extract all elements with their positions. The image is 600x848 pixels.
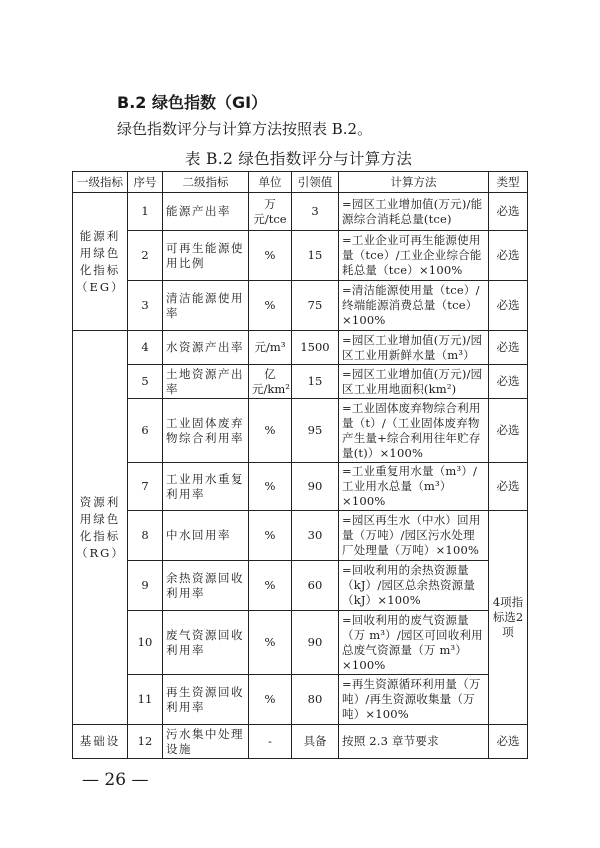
row-target: 80 (292, 675, 339, 725)
row-target: 30 (292, 511, 339, 561)
row-method: =回收利用的余热资源量（kJ）/园区总余热资源量（kJ）×100% (339, 561, 489, 611)
row-method: =再生资源循环利用量（万吨）/再生资源收集量（万吨）×100% (339, 675, 489, 725)
row-type: 必选 (489, 193, 528, 231)
header-target: 引领值 (292, 172, 339, 193)
header-level2: 二级指标 (163, 172, 249, 193)
row-seq: 4 (128, 331, 163, 365)
row-method: =园区工业增加值(万元)/园区工业用新鲜水量（m³） (339, 331, 489, 365)
header-unit: 单位 (249, 172, 292, 193)
page-number: — 26 — (82, 770, 149, 790)
row-target: 1500 (292, 331, 339, 365)
table-caption: 表 B.2 绿色指数评分与计算方法 (185, 150, 413, 168)
table-row (73, 281, 528, 331)
row-target: 具备 (292, 725, 339, 759)
header-type: 类型 (489, 172, 528, 193)
row-method: =园区工业增加值(万元)/能源综合消耗总量(tce) (339, 193, 489, 231)
row-name: 土地资源产出率 (163, 365, 249, 399)
header-level1: 一级指标 (73, 172, 128, 193)
row-name: 水资源产出率 (163, 331, 249, 365)
green-index-table (72, 171, 528, 759)
shared-type-cell: 4项指标选2项 (489, 511, 528, 725)
row-method: =园区工业增加值(万元)/园区工业用地面积(km²) (339, 365, 489, 399)
row-target: 95 (292, 399, 339, 463)
row-seq: 1 (128, 193, 163, 231)
row-name: 能源产出率 (163, 193, 249, 231)
row-type: 必选 (489, 399, 528, 463)
row-type: 必选 (489, 725, 528, 759)
row-name: 污水集中处理设施 (163, 725, 249, 759)
table-row (73, 511, 528, 561)
row-type: 必选 (489, 365, 528, 399)
table-row (73, 193, 528, 231)
row-unit: 元/m³ (249, 331, 292, 365)
row-unit: 亿元/km² (249, 365, 292, 399)
row-unit: % (249, 675, 292, 725)
row-seq: 8 (128, 511, 163, 561)
row-unit: % (249, 399, 292, 463)
header-method: 计算方法 (339, 172, 489, 193)
row-target: 90 (292, 611, 339, 675)
row-seq: 2 (128, 231, 163, 281)
row-target: 90 (292, 463, 339, 511)
group-name-rg: 资源利用绿色化指标（RG） (73, 331, 128, 725)
row-method: =园区再生水（中水）回用量（万吨）/园区污水处理厂处理量（万吨）×100% (339, 511, 489, 561)
row-type: 必选 (489, 331, 528, 365)
row-type: 必选 (489, 281, 528, 331)
row-unit: 万元/tce (249, 193, 292, 231)
row-unit: % (249, 511, 292, 561)
table-row (73, 725, 528, 759)
row-unit: % (249, 561, 292, 611)
table-row (73, 675, 528, 725)
section-heading: B.2 绿色指数（GI） (117, 93, 268, 112)
row-seq: 11 (128, 675, 163, 725)
row-name: 工业固体废弃物综合利用率 (163, 399, 249, 463)
row-unit: % (249, 611, 292, 675)
row-seq: 9 (128, 561, 163, 611)
row-name: 中水回用率 (163, 511, 249, 561)
row-seq: 10 (128, 611, 163, 675)
table-row (73, 611, 528, 675)
row-type: 必选 (489, 231, 528, 281)
group-name-eg: 能源利用绿色化指标（EG） (73, 193, 128, 331)
row-seq: 7 (128, 463, 163, 511)
group-name-infra: 基础设 (73, 725, 128, 759)
table-row (73, 231, 528, 281)
row-name: 清洁能源使用率 (163, 281, 249, 331)
row-method: 按照 2.3 章节要求 (339, 725, 489, 759)
row-seq: 12 (128, 725, 163, 759)
row-name: 废气资源回收利用率 (163, 611, 249, 675)
row-name: 余热资源回收利用率 (163, 561, 249, 611)
row-name: 可再生能源使用比例 (163, 231, 249, 281)
row-name: 再生资源回收利用率 (163, 675, 249, 725)
row-target: 3 (292, 193, 339, 231)
row-method: =工业企业可再生能源使用量（tce）/工业企业综合能耗总量（tce）×100% (339, 231, 489, 281)
row-unit: % (249, 231, 292, 281)
table-row (73, 331, 528, 365)
table-row (73, 365, 528, 399)
header-seq: 序号 (128, 172, 163, 193)
row-method: =回收利用的废气资源量（万 m³）/园区可回收利用总废气资源量（万 m³）×100% (339, 611, 489, 675)
row-unit: % (249, 281, 292, 331)
row-unit: - (249, 725, 292, 759)
row-method: =工业固体废弃物综合利用量（t）/（工业固体废弃物产生量+综合利用往年贮存量(t)）×100% (339, 399, 489, 463)
table-row (73, 561, 528, 611)
table-row (73, 463, 528, 511)
row-unit: % (249, 463, 292, 511)
row-target: 60 (292, 561, 339, 611)
row-seq: 5 (128, 365, 163, 399)
table-row (73, 399, 528, 463)
row-target: 75 (292, 281, 339, 331)
row-seq: 3 (128, 281, 163, 331)
row-target: 15 (292, 365, 339, 399)
row-name: 工业用水重复利用率 (163, 463, 249, 511)
row-method: =工业重复用水量（m³）/工业用水总量（m³）×100% (339, 463, 489, 511)
section-intro: 绿色指数评分与计算方法按照表 B.2。 (117, 120, 373, 138)
row-seq: 6 (128, 399, 163, 463)
row-method: =清洁能源使用量（tce）/终端能源消费总量（tce）×100% (339, 281, 489, 331)
row-target: 15 (292, 231, 339, 281)
table-header-row (73, 172, 528, 193)
row-type: 必选 (489, 463, 528, 511)
